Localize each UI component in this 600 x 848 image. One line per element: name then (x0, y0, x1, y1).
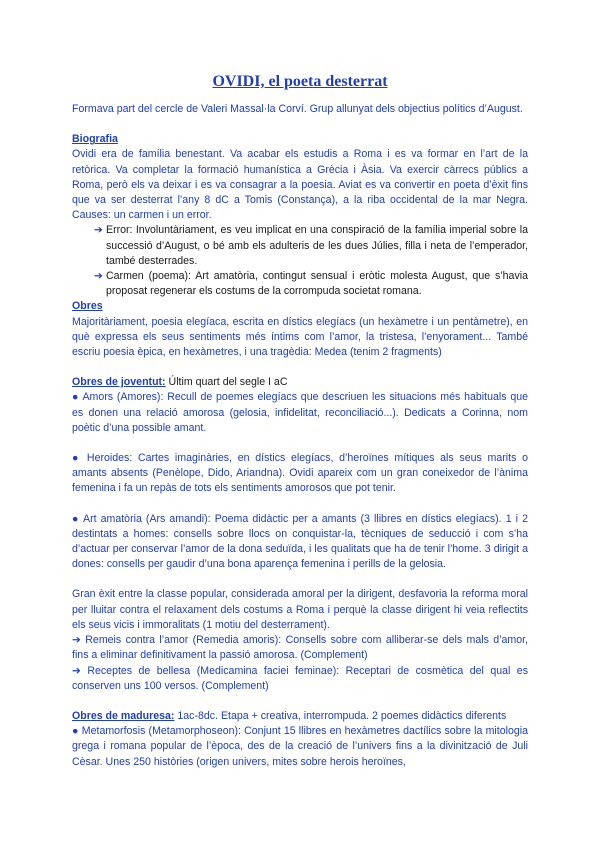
biografia-bullet-list (72, 223, 528, 299)
bullet-text: Error: Involuntàriament, es veu implicat en una conspiració de la família imperial sobre la successió d’August, o bé amb els adulteris de les dues Júlies, filla i neta de l’emperador, també desterrades. (106, 224, 528, 267)
biografia-bullet-carmen (94, 269, 528, 299)
arrow-icon: ➔ (94, 224, 103, 237)
biografia-paragraph: Ovidi era de família benestant. Va acabar els estudis a Roma i es va formar en l’art de la retòrica. Va completar la formació humanística a Grècia i Àsia. Va exercir càrrecs públics a Roma, però els va deixar i es va consagrar a la poesia. Aviat es va convertir en poeta d’èxit fins que va ser desterrat l’any 8 dC a Tomis (Constança), a la riba occidental de la mar Negra. Causes: un carmen i un error. (72, 148, 528, 222)
maduresa-heading-line (72, 709, 528, 724)
joventut-subtitle: Últim quart del segle I aC (165, 376, 288, 389)
page-title: OVIDI, el poeta desterrat (212, 73, 388, 90)
spacer (72, 360, 528, 375)
remeis-paragraph (72, 633, 528, 663)
exit-paragraph: Gran èxit entre la classe popular, considerada amoral per la dirigent, desfavoria la reforma moral per lluitar contra el relaxament dels costums a Roma i perquè la classe dirigent hi veia reflectits els seus vicis i immoralitats (1 motiu del desterrament). (72, 588, 528, 631)
spacer (72, 572, 528, 587)
obres-paragraph: Majoritàriament, poesia elegíaca, escrita en dístics elegíacs (un hexàmetre i un pentàmetre), en què expressa els seus sentiments més íntims com l’amor, la tristesa, l’enyorament... També escriu poesia èpica, en hexàmetres, i una tragèdia: Medea (tenim 2 fragments) (72, 315, 528, 359)
biografia-bullet-error (94, 223, 528, 269)
receptes-text: Receptes de bellesa (Medicamina faciei feminae): Receptari de cosmètica del qual es conserven uns 100 versos. (Complement) (72, 664, 528, 692)
arrow-icon: ➔ (94, 270, 103, 283)
spacer (72, 694, 528, 709)
bullet-text: Carmen (poema): Art amatòria, contingut sensual i eròtic molesta August, que s’havia proposat regenerar els costums de la corrompuda societat romana. (106, 270, 528, 298)
arrow-icon: ➔ (72, 664, 81, 677)
document-page (72, 72, 528, 770)
spacer (72, 117, 528, 132)
joventut-heading-line (72, 375, 528, 390)
remeis-text: Remeis contra l’amor (Remedia amoris): Consells sobre com alliberar-se dels mals d’amor, fins a eliminar definitivament la passió amorosa. (Complement) (72, 634, 528, 662)
biografia-heading: Biografia (72, 133, 118, 146)
obres-heading: Obres (72, 300, 103, 313)
intro-paragraph: Formava part del cercle de Valeri Massal·la Corví. Grup allunyat dels objectius polítics d’August. (72, 103, 523, 115)
maduresa-heading: Obres de maduresa: (72, 709, 175, 722)
art-amatoria-paragraph: ● Art amatòria (Ars amandi): Poema didàctic per a amants (3 llibres en dístics elegíacs). 1 i 2 destintats a homes: consells sobre llocs on conquistar-la, tècniques de seducció i com s’ha d’actuar per conservar l’amor de la dona seduïda, i les qualitats que ha de tenir l’home. 3 dirigit a dones: consells per gaudir d’una bona aparença femenina i perills de la gelosia. (72, 512, 528, 571)
amors-paragraph: ● Amors (Amores): Recull de poemes elegíacs que descriuen les situacions més habituals que es donen una relació amorosa (gelosia, infidelitat, reconciliació...). Dedicats a Corinna, nom poètic d’una possible amant. (72, 391, 528, 434)
joventut-heading: Obres de joventut: (72, 376, 166, 389)
receptes-paragraph (72, 664, 528, 694)
spacer (72, 497, 528, 512)
arrow-icon: ➔ (72, 634, 81, 647)
spacer (72, 436, 528, 451)
metamorfosis-paragraph: ● Metamorfosis (Metamorphoseon): Conjunt 15 llibres en hexàmetres dactílics sobre la mitologia grega i romana popular de l’època, des de la creació de l’univers fins a la divinització de Juli Cèsar. Unes 250 històries (origen univers, mites sobre herois heroïnes, (72, 725, 528, 768)
heroides-paragraph: ● Heroides: Cartes imaginàries, en dístics elegíacs, d’heroïnes mítiques als seus marits o amants absents (Penèlope, Dido, Ariandna). Ovidi apareix com un gran coneixedor de l’ànima femenina i fa un repàs de tots els sentiments amorosos que pot tenir. (72, 452, 528, 495)
maduresa-subtitle: 1ac-8dc. Etapa + creativa, interrompuda. 2 poemes didàctics diferents (174, 709, 507, 722)
